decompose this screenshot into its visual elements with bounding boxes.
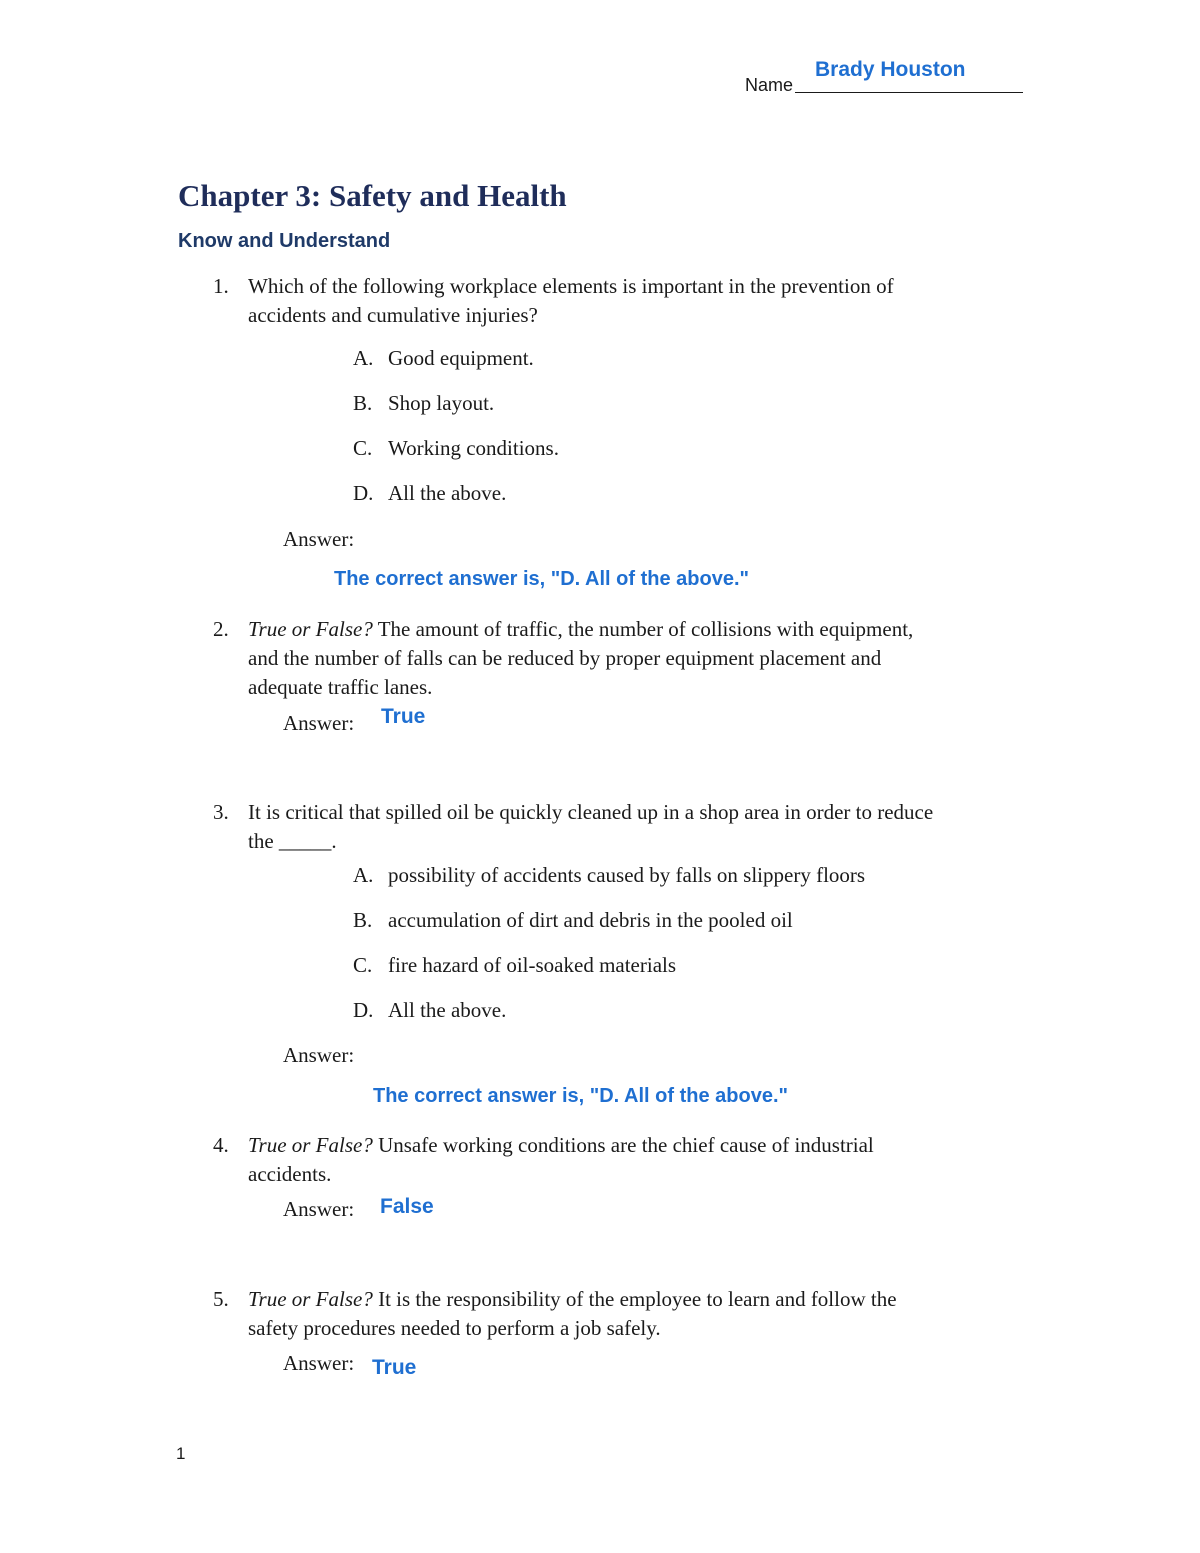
question-3-option-d: All the above. bbox=[388, 998, 507, 1022]
question-1-option-a-letter: A. bbox=[353, 346, 374, 370]
question-3-option-b: accumulation of dirt and debris in the pooled oil bbox=[388, 908, 793, 932]
question-4-prefix: True or False? bbox=[248, 1133, 373, 1157]
question-3-answer-label: Answer: bbox=[283, 1043, 355, 1067]
question-5-prefix: True or False? bbox=[248, 1287, 373, 1311]
question-2-line-3: adequate traffic lanes. bbox=[248, 675, 433, 699]
question-2-line-2: and the number of falls can be reduced by proper equipment placement and bbox=[248, 646, 882, 670]
question-1-line-1: Which of the following workplace elements is important in the prevention of bbox=[248, 274, 894, 298]
question-1-answer-label: Answer: bbox=[283, 527, 355, 551]
question-5-number: 5. bbox=[213, 1287, 229, 1311]
question-5-answer[interactable]: True bbox=[372, 1356, 417, 1379]
question-3-option-c-letter: C. bbox=[353, 953, 373, 977]
question-2-line-1 bbox=[248, 615, 913, 644]
name-underline bbox=[795, 92, 1023, 93]
page-number: 1 bbox=[176, 1444, 186, 1463]
question-1-option-c-letter: C. bbox=[353, 436, 373, 460]
question-4-line-1 bbox=[248, 1131, 874, 1160]
question-5-line-2: safety procedures needed to perform a job safely. bbox=[248, 1316, 661, 1340]
question-2-answer-label: Answer: bbox=[283, 711, 355, 735]
question-3-option-b-letter: B. bbox=[353, 908, 373, 932]
question-3-line-2: the _____. bbox=[248, 829, 337, 853]
question-3-option-a: possibility of accidents caused by falls on slippery floors bbox=[388, 863, 866, 887]
question-3-option-a-letter: A. bbox=[353, 863, 374, 887]
section-heading: Know and Understand bbox=[178, 230, 391, 252]
question-1-option-a: Good equipment. bbox=[388, 346, 534, 370]
page-title: Chapter 3: Safety and Health bbox=[178, 178, 567, 213]
question-3-option-d-letter: D. bbox=[353, 998, 374, 1022]
question-2-number: 2. bbox=[213, 617, 229, 641]
question-5-line-1 bbox=[248, 1285, 897, 1314]
name-value[interactable]: Brady Houston bbox=[815, 58, 966, 81]
question-4-text-1: Unsafe working conditions are the chief cause of industrial bbox=[372, 1133, 874, 1157]
question-1-answer[interactable]: The correct answer is, "D. All of the above." bbox=[334, 568, 749, 590]
question-1-option-d: All the above. bbox=[388, 481, 507, 505]
question-1-option-c: Working conditions. bbox=[388, 436, 559, 460]
question-3-number: 3. bbox=[213, 800, 229, 824]
question-1-option-d-letter: D. bbox=[353, 481, 374, 505]
question-1-option-b: Shop layout. bbox=[388, 391, 495, 415]
question-1-option-b-letter: B. bbox=[353, 391, 373, 415]
question-3-line-1: It is critical that spilled oil be quickly cleaned up in a shop area in order to reduce bbox=[248, 800, 934, 824]
name-label: Name bbox=[745, 75, 794, 95]
question-4-line-2: accidents. bbox=[248, 1162, 332, 1186]
question-2-prefix: True or False? bbox=[248, 617, 373, 641]
question-1-line-2: accidents and cumulative injuries? bbox=[248, 303, 538, 327]
question-2-answer[interactable]: True bbox=[381, 705, 426, 728]
question-5-text-1: It is the responsibility of the employee to learn and follow the bbox=[372, 1287, 897, 1311]
question-3-answer[interactable]: The correct answer is, "D. All of the above." bbox=[373, 1085, 788, 1107]
question-4-answer[interactable]: False bbox=[380, 1195, 434, 1218]
question-1-number: 1. bbox=[213, 274, 229, 298]
question-3-option-c: fire hazard of oil-soaked materials bbox=[388, 953, 677, 977]
question-5-answer-label: Answer: bbox=[283, 1351, 355, 1375]
question-4-number: 4. bbox=[213, 1133, 229, 1157]
question-4-answer-label: Answer: bbox=[283, 1197, 355, 1221]
question-2-text-1: The amount of traffic, the number of collisions with equipment, bbox=[372, 617, 914, 641]
